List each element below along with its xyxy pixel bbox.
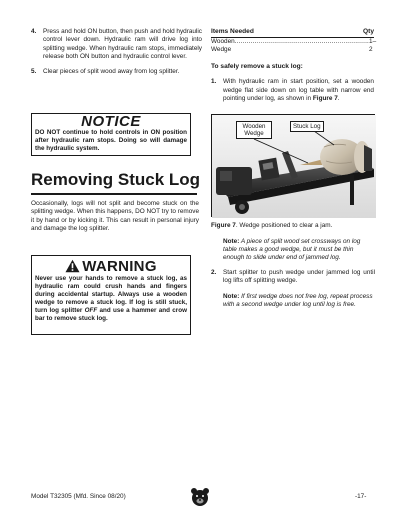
note-text: A piece of split wood set crossways on log table makes a good wedge, but it must be thin enough to slide under end of jammed log.	[223, 238, 361, 261]
notice-box	[31, 113, 191, 156]
note-text: If first wedge does not free log, repeat process with a second wedge under log until log is free.	[223, 292, 373, 308]
warning-text-b: and use a hammer and crow bar to remove stuck log.	[35, 307, 187, 322]
item-name: Wooden Wedge	[211, 38, 235, 54]
figure-7-photo	[211, 114, 375, 217]
figure-reference: Figure 7	[312, 94, 338, 102]
warning-text-off: OFF	[84, 307, 98, 314]
note-label: Note:	[223, 238, 240, 245]
note-2	[211, 293, 375, 309]
warning-text	[32, 275, 190, 323]
step-number: 4.	[31, 28, 37, 35]
item-qty: 1–2	[369, 38, 377, 54]
right-lower-content	[211, 238, 375, 316]
step-number: 5.	[31, 68, 37, 76]
note-label: Note:	[223, 292, 240, 300]
notice-text: DO NOT continue to hold controls in ON position after hydraulic ram stops. Doing so will damage the hydraulic system.	[35, 129, 187, 152]
callout-line-1: Wooden	[242, 123, 266, 130]
step-4	[31, 28, 202, 61]
step-5	[31, 68, 202, 76]
step-text-end: .	[337, 94, 340, 102]
wooden-wedge-callout	[236, 121, 272, 139]
callout-line-2: Wedge	[244, 130, 264, 137]
warning-triangle-icon	[65, 259, 80, 273]
caption-figure-number: Figure 7	[211, 222, 236, 229]
items-divider	[211, 37, 374, 38]
step-text	[223, 78, 374, 103]
bear-logo-icon	[190, 487, 210, 507]
footer-page-number: -17-	[355, 493, 367, 500]
qty-header-label: Qty	[363, 28, 374, 35]
heading-divider	[31, 193, 197, 195]
note-1	[211, 238, 375, 262]
procedure-heading: To safely remove a stuck log:	[211, 63, 303, 71]
item-leader-dots: ....................................................................	[234, 38, 370, 46]
stuck-log-callout: Stuck Log	[290, 121, 324, 132]
notice-title: NOTICE	[81, 113, 141, 130]
section-paragraph: Occasionally, logs will not split and become stuck on the splitting wedge. When this happens, DO NOT try to remove it by hand or by kicking it. This can result in personal injury and damage the log splitter.	[31, 200, 199, 232]
step-text-body: With hydraulic ram in start position, set a wooden wedge flat side down on log table with narrow end pointing under log, as shown in	[223, 78, 374, 102]
step-number: 2.	[211, 269, 217, 276]
items-table-header	[211, 28, 374, 36]
items-row	[211, 38, 377, 54]
warning-header	[32, 257, 190, 275]
items-header-label: Items Needed	[211, 28, 254, 35]
step-text: Press and hold ON button, then push and hold hydraulic control lever down. Hydraulic ram will drive log into splitting wedge. When hydraulic ram stops, immediately release both ON button and hydraulic control lever.	[43, 28, 202, 60]
left-steps	[31, 28, 202, 83]
step-text: Clear pieces of split wood away from log splitter.	[43, 68, 180, 76]
warning-text-a: Never use your hands to remove a stuck log, as hydraulic ram could crush hands and fingers during accidental startup. Always use a wooden wedge to remove a stuck log. If log is still stuck, turn log splitter	[35, 275, 187, 314]
step-number: 1.	[211, 78, 217, 86]
right-step-2	[211, 269, 375, 286]
warning-box	[31, 255, 191, 335]
section-heading: Removing Stuck Log	[31, 170, 201, 189]
figure-caption	[211, 222, 375, 230]
caption-text: . Wedge positioned to clear a jam.	[235, 222, 333, 229]
step-text: Start splitter to push wedge under jammed log until log lifts off splitting wedge.	[223, 269, 375, 285]
right-step-1	[211, 78, 374, 103]
footer-model: Model T32305 (Mfd. Since 08/20)	[31, 493, 126, 500]
right-column	[211, 28, 377, 110]
warning-title: WARNING	[82, 257, 157, 275]
